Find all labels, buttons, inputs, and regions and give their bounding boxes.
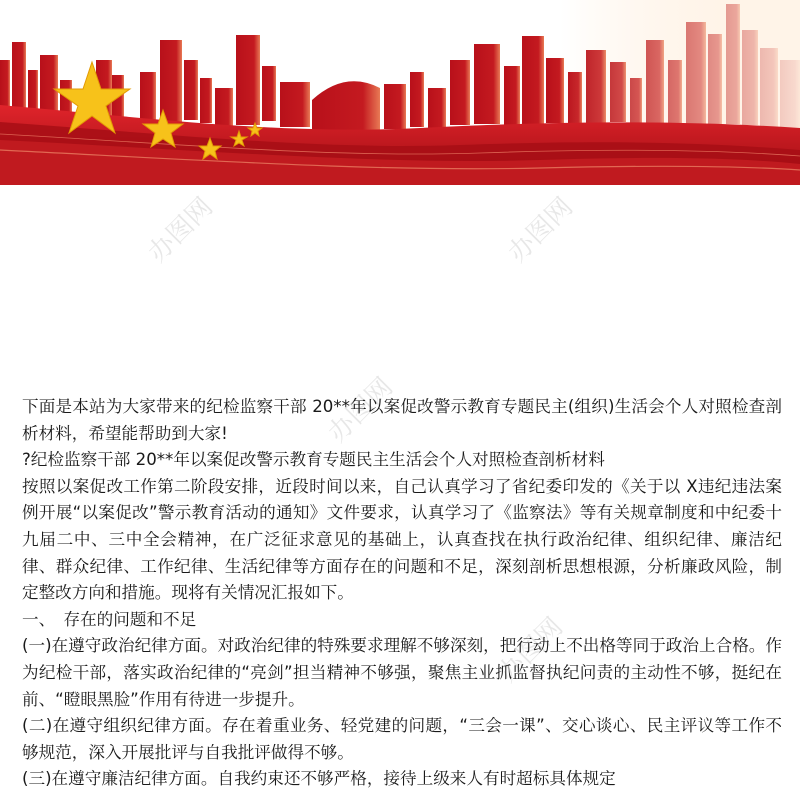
body-paragraph: (三)在遵守廉洁纪律方面。自我约束还不够严格，接待上级来人有时超标具体规定 [22,769,616,789]
watermark: 办图网 [322,372,399,449]
body-paragraph: (一)在遵守政治纪律方面。对政治纪律的特殊要求理解不够深刻，把行动上不出格等同于政治上合格。作为纪检干部，落实政治纪律的“亮剑”担当精神不够强，聚焦主业抓监督执纪问责的主动性不够，挺纪在前、“瞪眼黑脸”作用有待进一步提升。 [22,636,782,709]
watermark: 办图网 [502,192,579,269]
body-paragraph: (二)在遵守组织纪律方面。存在着重业务、轻党建的问题，“三会一课”、交心谈心、民主评议等工作不够规范，深入开展批评与自我批评做得不够。 [22,716,782,762]
body-paragraph: 按照以案促改工作第二阶段安排，近段时间以来，自己认真学习了省纪委印发的《关于以 X违纪违法案例开展“以案促改”警示教育活动的通知》文件要求，认真学习了《监察法》等有关规章制度和中纪委十九届二中、三中全会精神，在广泛征求意见的基础上，认真查找在执行政治纪律、组织纪律、廉洁纪律、群众纪律、工作纪律、生活纪律等方面存在的问题和不足，深刻剖析思想根源，分析廉政风险，制定整改方向和措施。现将有关情况汇报如下。 [22,476,782,603]
header-banner [0,0,800,185]
watermark: 办图网 [142,192,219,269]
document-title: ?纪检监察干部 20**年以案促改警示教育专题民主生活会个人对照检查剖析材料 [22,450,605,470]
watermark: 办图网 [492,612,569,689]
intro-paragraph: 下面是本站为大家带来的纪检监察干部 20**年以案促改警示教育专题民主(组织)生活会个人对照检查剖析材料，希望能帮助到大家! [22,397,782,443]
section-heading: 一、 存在的问题和不足 [22,609,197,629]
document-body [22,394,782,793]
